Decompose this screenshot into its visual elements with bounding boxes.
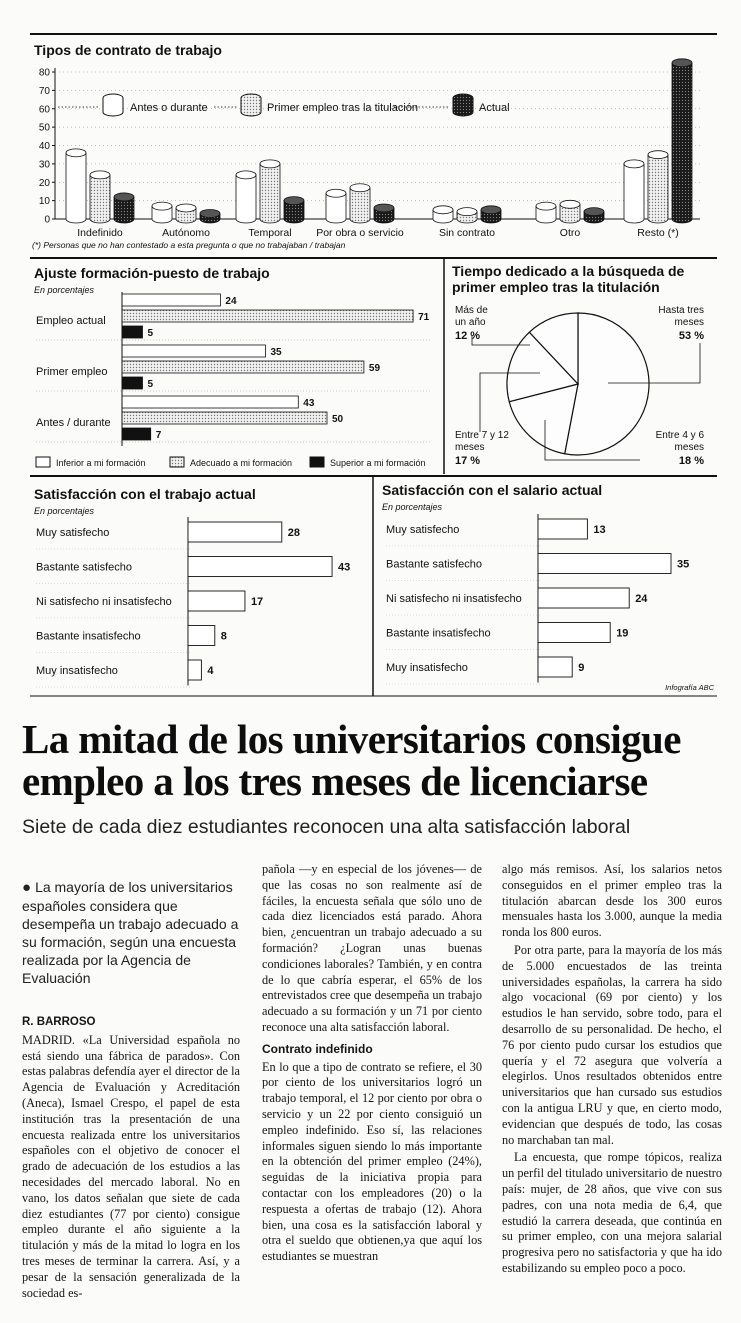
search-chart-title-2: primer empleo tras la titulación	[452, 279, 660, 295]
pie-pct-d: 12 %	[455, 330, 481, 342]
y-tick-label: 80	[38, 67, 50, 79]
contract-bar	[350, 184, 370, 223]
fit-bar	[122, 377, 143, 389]
byline: R. BARROSO	[22, 1016, 96, 1028]
contract-chart-bars	[66, 59, 692, 223]
infographic-credit: Infografía ABC	[665, 683, 714, 692]
contract-bar	[457, 208, 477, 223]
y-tick-label: 60	[38, 104, 50, 116]
satisfaction-value-label: 13	[593, 524, 606, 536]
headline-line-1: La mitad de los universitarios consigue	[22, 716, 681, 762]
satisfaction-bar	[538, 519, 587, 539]
contract-bar	[481, 206, 501, 223]
y-tick-label: 50	[38, 122, 50, 134]
fit-value-label: 50	[332, 414, 344, 425]
salary-satisfaction-note: En porcentajes	[382, 502, 443, 512]
contract-bar	[374, 204, 394, 223]
pie-label-a1: Hasta tres	[658, 305, 704, 316]
contract-bar	[152, 202, 172, 223]
category-label: Autónomo	[162, 227, 210, 239]
fit-bar	[122, 361, 364, 373]
pie-pct-c: 17 %	[455, 455, 481, 467]
satisfaction-category-label: Bastante satisfecho	[386, 558, 483, 571]
pie-label-c2: meses	[455, 442, 485, 453]
contract-bar	[66, 149, 86, 223]
satisfaction-category-label: Ni satisfecho ni insatisfecho	[386, 593, 522, 605]
fit-bar	[122, 412, 327, 424]
contract-chart-categories	[77, 227, 678, 239]
y-tick-label: 10	[38, 196, 50, 208]
bullet-icon: ●	[22, 879, 32, 896]
paragraph-4: algo más remisos. Así, los salarios netos conseguidos en el primer empleo tras la titulación abarcan desde los 300 euros mensuales hasta los 3.000, aunque la media ronda los 800 euros.	[502, 862, 722, 940]
search-pie	[507, 313, 649, 455]
category-label: Resto (*)	[637, 227, 679, 239]
fit-value-label: 24	[225, 296, 237, 307]
fit-chart-bars	[36, 292, 430, 446]
contract-bar	[584, 208, 604, 223]
fit-chart-title: Ajuste formación-puesto de trabajo	[34, 265, 270, 281]
satisfaction-category-label: Muy satisfecho	[386, 524, 460, 536]
fit-value-label: 5	[147, 328, 154, 339]
fit-category-label: Primer empleo	[36, 366, 108, 378]
contract-bar	[672, 59, 692, 223]
article-column-2	[262, 862, 482, 1267]
satisfaction-value-label: 28	[287, 527, 301, 539]
contract-bar	[433, 206, 453, 223]
fit-value-label: 43	[303, 398, 315, 409]
fit-bar	[122, 294, 220, 306]
satisfaction-value-label: 17	[250, 596, 264, 608]
salary-satisfaction-title: Satisfacción con el salario actual	[382, 482, 603, 498]
pie-label-d2: un año	[455, 317, 486, 328]
article-column-1	[22, 860, 240, 1303]
contract-bar	[560, 200, 580, 223]
fit-category-label: Empleo actual	[36, 315, 106, 327]
satisfaction-category-label: Bastante satisfecho	[36, 561, 133, 574]
satisfaction-category-label: Bastante insatisfecho	[36, 630, 141, 643]
legend-first-job: Primer empleo tras la titulación	[267, 102, 419, 114]
fit-bar	[122, 326, 143, 338]
satisfaction-value-label: 43	[338, 561, 351, 574]
contract-chart-footnote: (*) Personas que no han contestado a esta pregunta o que no trabajaban / trabajan	[32, 240, 346, 250]
satisfaction-bar	[538, 623, 610, 643]
satisfaction-value-label: 35	[677, 558, 690, 571]
fit-value-label: 59	[368, 363, 381, 374]
job-satisfaction-title: Satisfacción con el trabajo actual	[34, 486, 256, 502]
satisfaction-bar	[188, 626, 215, 646]
y-tick-label: 30	[38, 159, 50, 171]
pie-label-c1: Entre 7 y 12	[455, 430, 509, 441]
contract-bar	[260, 160, 280, 223]
satisfaction-value-label: 24	[635, 593, 648, 605]
satisfaction-bar	[538, 554, 671, 574]
fit-value-label: 5	[147, 379, 154, 390]
pie-label-b1: Entre 4 y 6	[655, 430, 704, 441]
lede	[22, 878, 240, 987]
satisfaction-category-label: Bastante insatisfecho	[386, 627, 491, 640]
job-satisfaction-note: En porcentajes	[34, 506, 95, 516]
satisfaction-value-label: 4	[207, 665, 214, 677]
satisfaction-bar	[188, 660, 201, 680]
paragraph-5: Por otra parte, para la mayoría de los más de 5.000 encuestados de las treinta universidades españolas, la carrera ha sido algo vocacional (69 por ciento) y los estudios le han servido, sobre todo, para el desarrollo de su personalidad. De hecho, el 76 por ciento pudo cursar los estudios que quería y el 72 asegura que volvería a elegirlos. Unos resultados obtenidos entre universitarios que han cursado sus estudios con la antigua LRU y que, en cierto modo, evidencian que después de todo, las cosas no marchaban tan mal.	[502, 942, 722, 1147]
contract-bar	[624, 160, 644, 223]
satisfaction-bar	[188, 522, 282, 542]
fit-bar	[122, 345, 266, 357]
job-satisfaction-bars	[36, 517, 350, 687]
paragraph-3: En lo que a tipo de contrato se refiere, el 30 por ciento de los universitarios logró un trabajo temporal, el 12 por ciento por obra o servicio y un 22 por ciento consiguió un empleo indefinido. Eso sí, las relaciones informales siguen siendo lo más importante en la obtención del primer empleo (24%), seguidas de la iniciativa propia para contactar con los empleadores (20) o la respuesta a ofertas de trabajo (12). Ahora bien, una cosa es la satisfacción laboral y otra el sueldo que obtienen,ya que aquí los estudiantes se muestran	[262, 1059, 482, 1264]
paragraph-2: pañola —y en especial de los jóvenes— de que las cosas no son realmente así de fáciles, la encuesta señala que sólo uno de cada diez licenciados está parado. Ahora bien, ¿encuentran un trabajo adecuado a su formación? ¿Logran unas buenas condiciones laborales? También, y en contra de lo que cabría esperar, el 65% de los entrevistados cree que desempeña un trabajo adecuado a su formación y un 71 por ciento reconoce una alta satisfacción laboral.	[262, 862, 482, 1034]
category-label: Temporal	[248, 227, 292, 239]
category-label: Por obra o servicio	[316, 227, 404, 239]
fit-bar	[122, 428, 151, 440]
contract-bar	[200, 209, 220, 223]
fit-value-label: 35	[270, 347, 282, 358]
contract-bar	[536, 202, 556, 223]
pie-pct-b: 18 %	[678, 455, 704, 467]
satisfaction-value-label: 8	[220, 630, 227, 643]
fit-legend-adequate: Adecuado a mi formación	[190, 458, 293, 468]
contract-bar	[648, 151, 668, 223]
contract-bar	[90, 171, 110, 223]
category-label: Otro	[559, 227, 581, 239]
article-column-3	[502, 862, 722, 1279]
pie-pct-a: 53 %	[678, 330, 704, 342]
section-subhead: Contrato indefinido	[262, 1041, 373, 1056]
salary-satisfaction-bars	[386, 514, 689, 684]
pie-label-b2: meses	[674, 442, 704, 453]
paragraph-6: La encuesta, que rompe tópicos, realiza un perfil del titulado universitario de nuestro país: mujer, de 28 años, que vive con sus padres, con una nota media de 6,4, que estudió la carrera deseada, que continúa en su primer empleo, con una mejora salarial progresiva pero no satisfactoria y que ha ido estabilizando su empleo poco a poco.	[502, 1150, 722, 1275]
legend-current: Actual	[479, 102, 510, 114]
fit-legend-inferior: Inferior a mi formación	[56, 458, 146, 468]
paragraph-1: MADRID. «La Universidad española no está siendo una fábrica de parados». Con estas palabras defendía ayer el director de la Agencia de Evaluación y Acreditación (Aneca), Ismael Crespo, el papel de esta institución tras la presentación de una encuesta realizada entre los universitarios españoles con el objetivo de conocer el grado de adecuación de los estudios a las necesidades del mercado laboral. No en vano, los datos señalan que siete de cada diez estudiantes (77 por ciento) consigue empleo durante el año siguiente a la titulación y más de la mitad lo logra en los tres meses de terminar la carrera. Así, y a pesar de la sensación generalizada de la sociedad es-	[22, 1032, 240, 1300]
fit-value-label: 7	[155, 430, 162, 441]
fit-bar	[122, 396, 298, 408]
satisfaction-category-label: Muy satisfecho	[36, 527, 110, 539]
satisfaction-bar	[188, 591, 245, 611]
y-tick-label: 40	[38, 141, 50, 152]
search-chart-title-1: Tiempo dedicado a la búsqueda de	[452, 263, 685, 279]
contract-chart-legend	[58, 94, 510, 116]
fit-legend-superior: Superior a mi formación	[330, 458, 426, 468]
subtitle: Siete de cada diez estudiantes reconocen una alta satisfacción laboral	[22, 816, 631, 838]
y-tick-label: 0	[44, 214, 50, 226]
fit-chart-legend	[36, 457, 426, 468]
contract-bar	[114, 193, 134, 223]
contract-bar	[284, 197, 304, 223]
fit-value-label: 71	[418, 312, 430, 323]
satisfaction-category-label: Muy insatisfecho	[36, 665, 118, 677]
fit-chart-note: En porcentajes	[34, 285, 95, 295]
contract-bar	[176, 204, 196, 223]
fit-bar	[122, 310, 413, 322]
y-tick-label: 20	[38, 177, 50, 189]
satisfaction-value-label: 9	[578, 662, 585, 674]
fit-category-label: Antes / durante	[36, 417, 111, 429]
satisfaction-value-label: 19	[616, 627, 629, 640]
contract-bar	[236, 171, 256, 223]
satisfaction-category-label: Muy insatisfecho	[386, 662, 468, 674]
category-label: Sin contrato	[438, 227, 496, 239]
category-label: Indefinido	[77, 227, 123, 239]
pie-label-a2: meses	[674, 317, 704, 328]
legend-before: Antes o durante	[130, 102, 208, 114]
headline-line-2: empleo a los tres meses de licenciarse	[22, 758, 648, 804]
headline	[22, 718, 722, 802]
pie-label-d1: Más de	[455, 305, 488, 316]
y-tick-label: 70	[38, 85, 50, 97]
satisfaction-category-label: Ni satisfecho ni insatisfecho	[36, 596, 172, 608]
contract-chart-title: Tipos de contrato de trabajo	[34, 42, 222, 58]
satisfaction-bar	[538, 657, 572, 677]
satisfaction-bar	[538, 588, 629, 608]
lede-text: La mayoría de los universitarios españoles considera que desempeña un trabajo adecuado a su formación, según una encuesta realizada por la Agencia de Evaluación	[22, 879, 239, 986]
satisfaction-bar	[188, 557, 332, 577]
contract-bar	[326, 189, 346, 223]
